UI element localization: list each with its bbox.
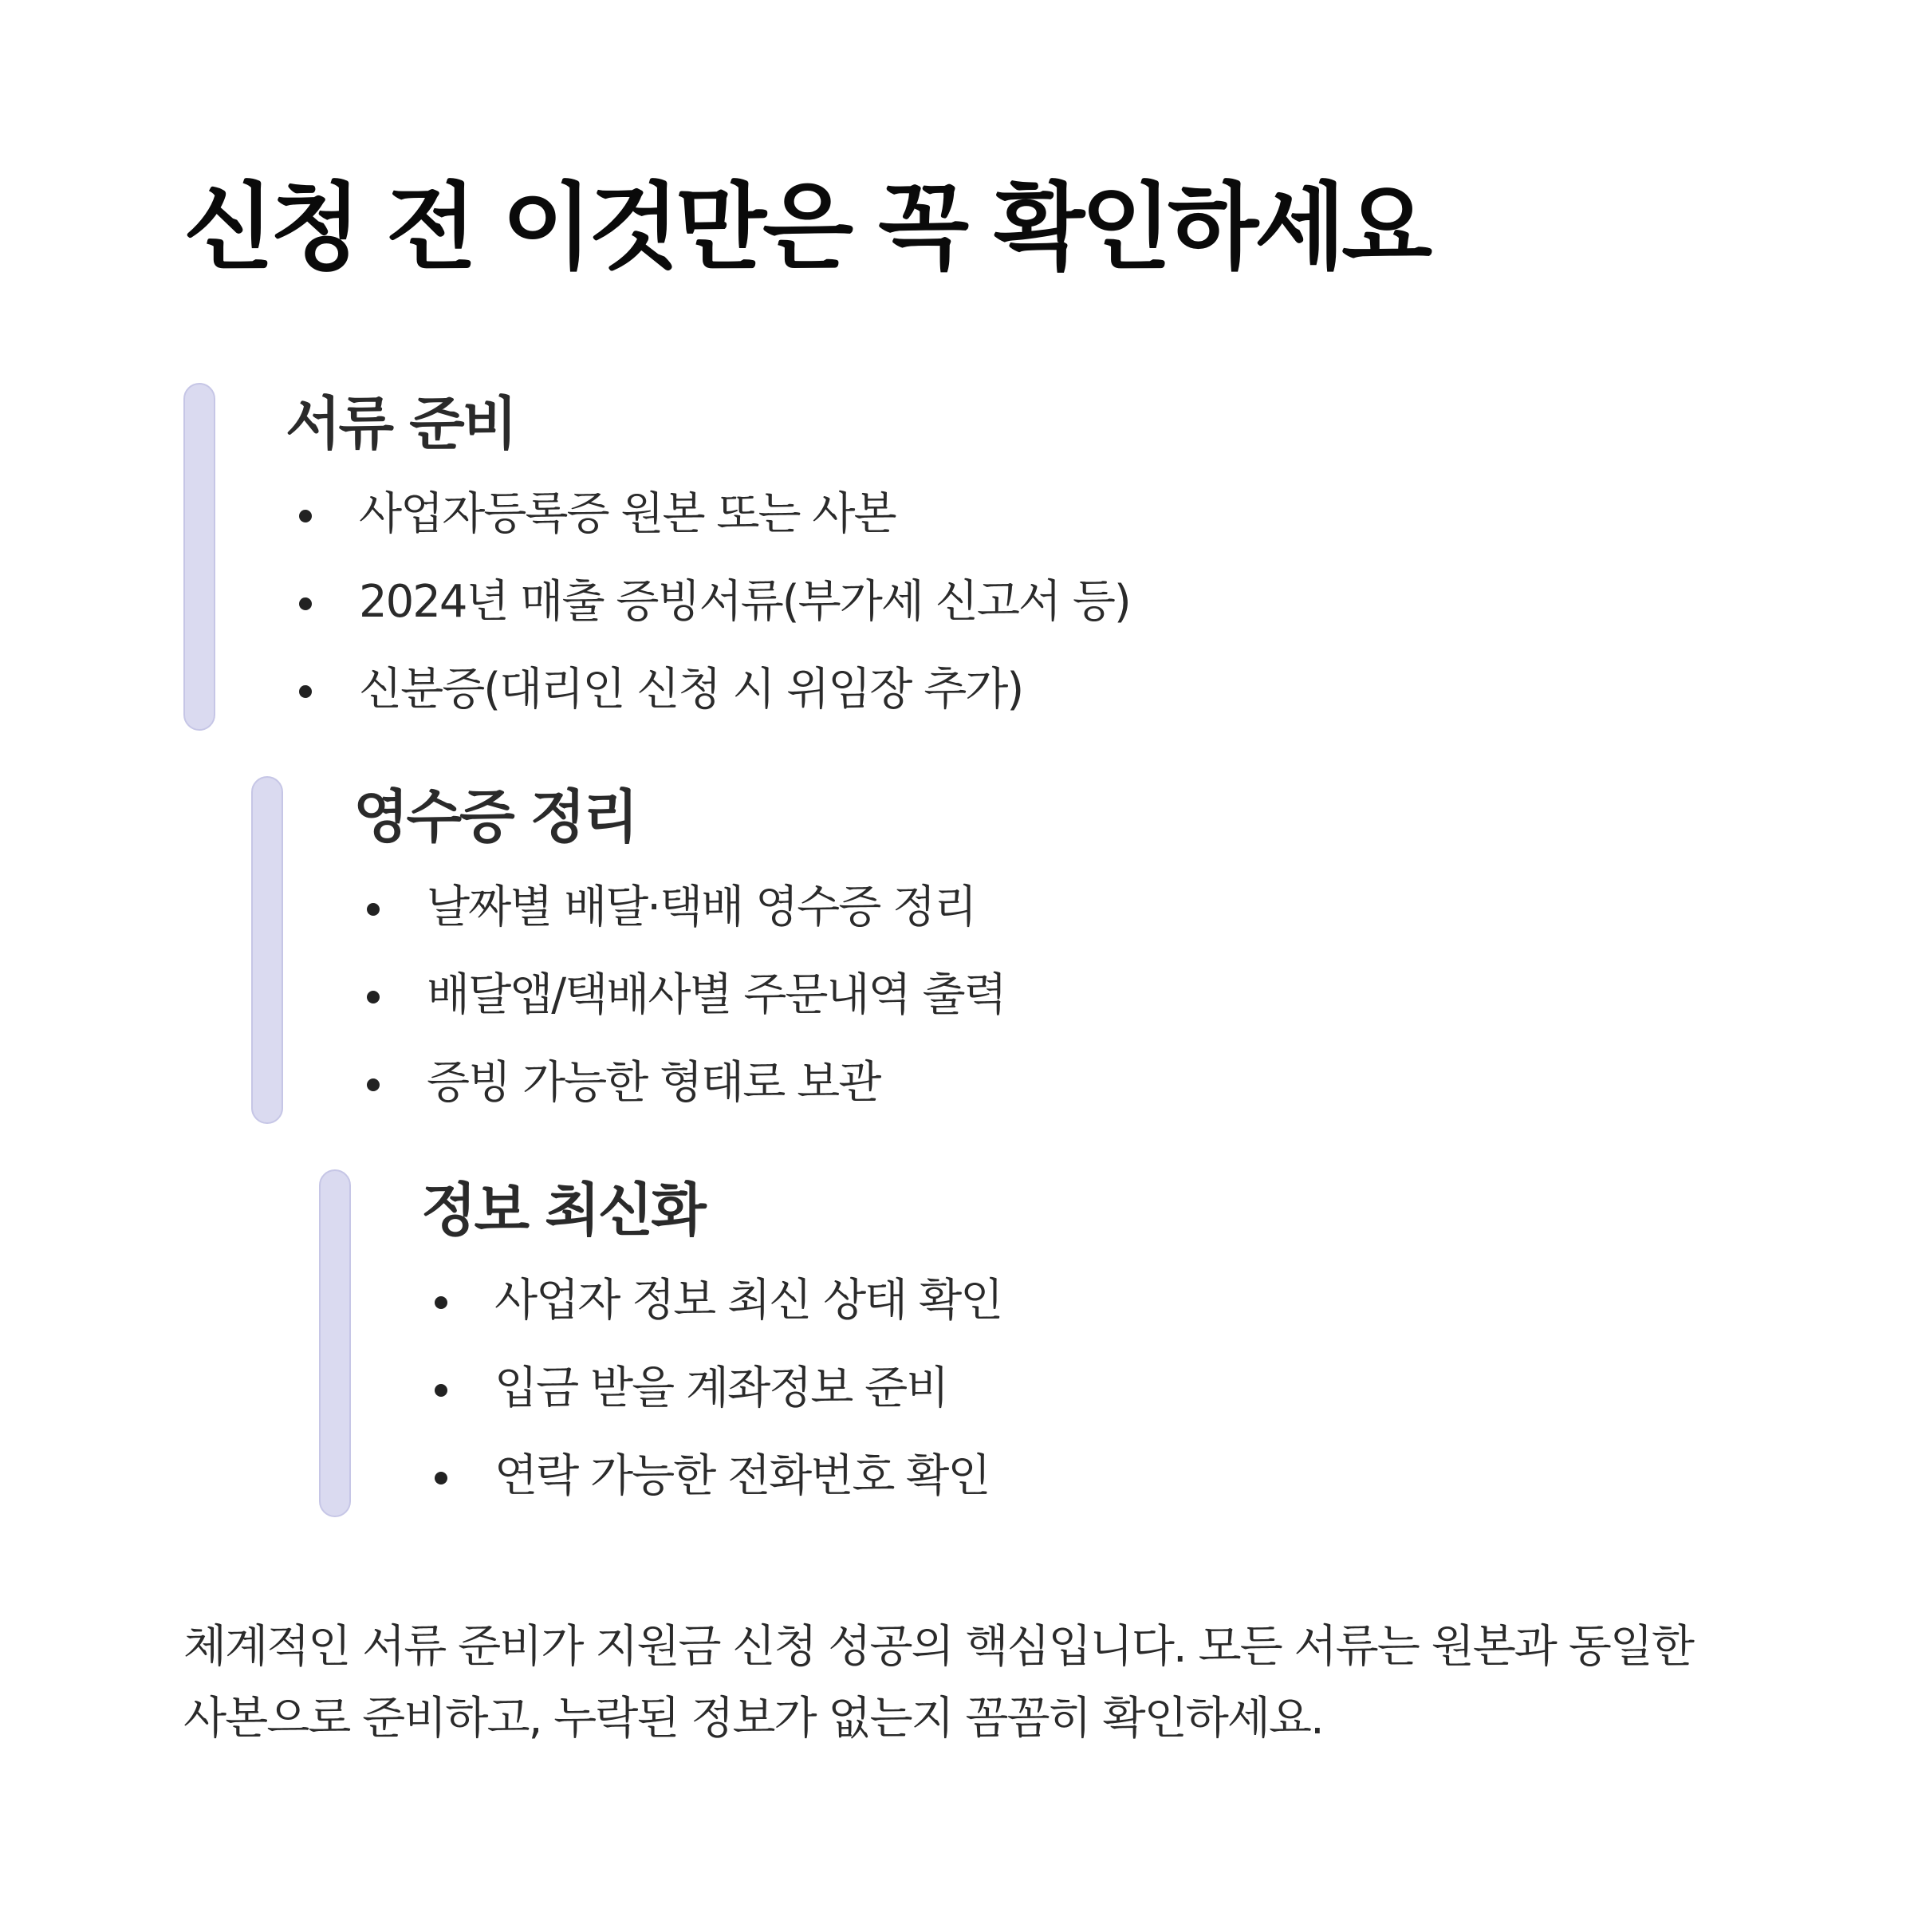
section-receipts bbox=[251, 776, 1766, 1124]
list-item-text: 날짜별 배달·택배 영수증 정리 bbox=[427, 881, 976, 933]
list-item-text: 배달앱/택배사별 주문내역 출력 bbox=[427, 969, 1006, 1021]
bullet-icon bbox=[367, 903, 380, 916]
list-item bbox=[251, 1055, 1687, 1111]
section-info-update bbox=[319, 1169, 1834, 1517]
list-item bbox=[183, 662, 1619, 718]
list-item-text: 사업자 정보 최신 상태 확인 bbox=[494, 1275, 1002, 1327]
list-item-text: 신분증(대리인 신청 시 위임장 추가) bbox=[359, 664, 1023, 716]
list-item bbox=[251, 880, 1687, 936]
page-title: 신청 전 이것만은 꼭 확인하세요 bbox=[183, 172, 1429, 282]
list-item bbox=[319, 1449, 1754, 1504]
bullet-icon bbox=[367, 991, 380, 1003]
list-item-text: 증빙 가능한 형태로 보관 bbox=[427, 1057, 880, 1109]
section-heading: 서류 준비 bbox=[286, 390, 516, 457]
list-item bbox=[183, 487, 1619, 542]
list-item bbox=[251, 968, 1687, 1023]
section-heading: 정보 최신화 bbox=[421, 1177, 704, 1244]
list-item bbox=[319, 1273, 1754, 1329]
checklist bbox=[319, 1169, 1834, 1517]
footer-note: 체계적인 서류 준비가 지원금 신청 성공의 핵심입니다. 모든 서류는 원본과 동일한 사본으로 준비하고, 누락된 정보가 없는지 꼼꼼히 확인하세요. bbox=[183, 1621, 1693, 1745]
list-item bbox=[183, 574, 1619, 630]
bullet-icon bbox=[299, 685, 312, 698]
bullet-icon bbox=[367, 1078, 380, 1091]
section-heading: 영수증 정리 bbox=[353, 783, 636, 850]
bullet-icon bbox=[435, 1472, 447, 1484]
list-item-text: 입금 받을 계좌정보 준비 bbox=[494, 1362, 948, 1414]
section-documents bbox=[183, 383, 1699, 731]
list-item-text: 사업자등록증 원본 또는 사본 bbox=[359, 488, 896, 540]
list-item-text: 연락 가능한 전화번호 확인 bbox=[494, 1450, 990, 1502]
checklist bbox=[251, 776, 1766, 1124]
list-item-text: 2024년 매출 증빙서류(부가세 신고서 등) bbox=[359, 576, 1130, 628]
bullet-icon bbox=[299, 597, 312, 610]
checklist bbox=[183, 383, 1699, 731]
list-item bbox=[319, 1361, 1754, 1417]
bullet-icon bbox=[435, 1296, 447, 1309]
bullet-icon bbox=[435, 1384, 447, 1397]
bullet-icon bbox=[299, 510, 312, 522]
